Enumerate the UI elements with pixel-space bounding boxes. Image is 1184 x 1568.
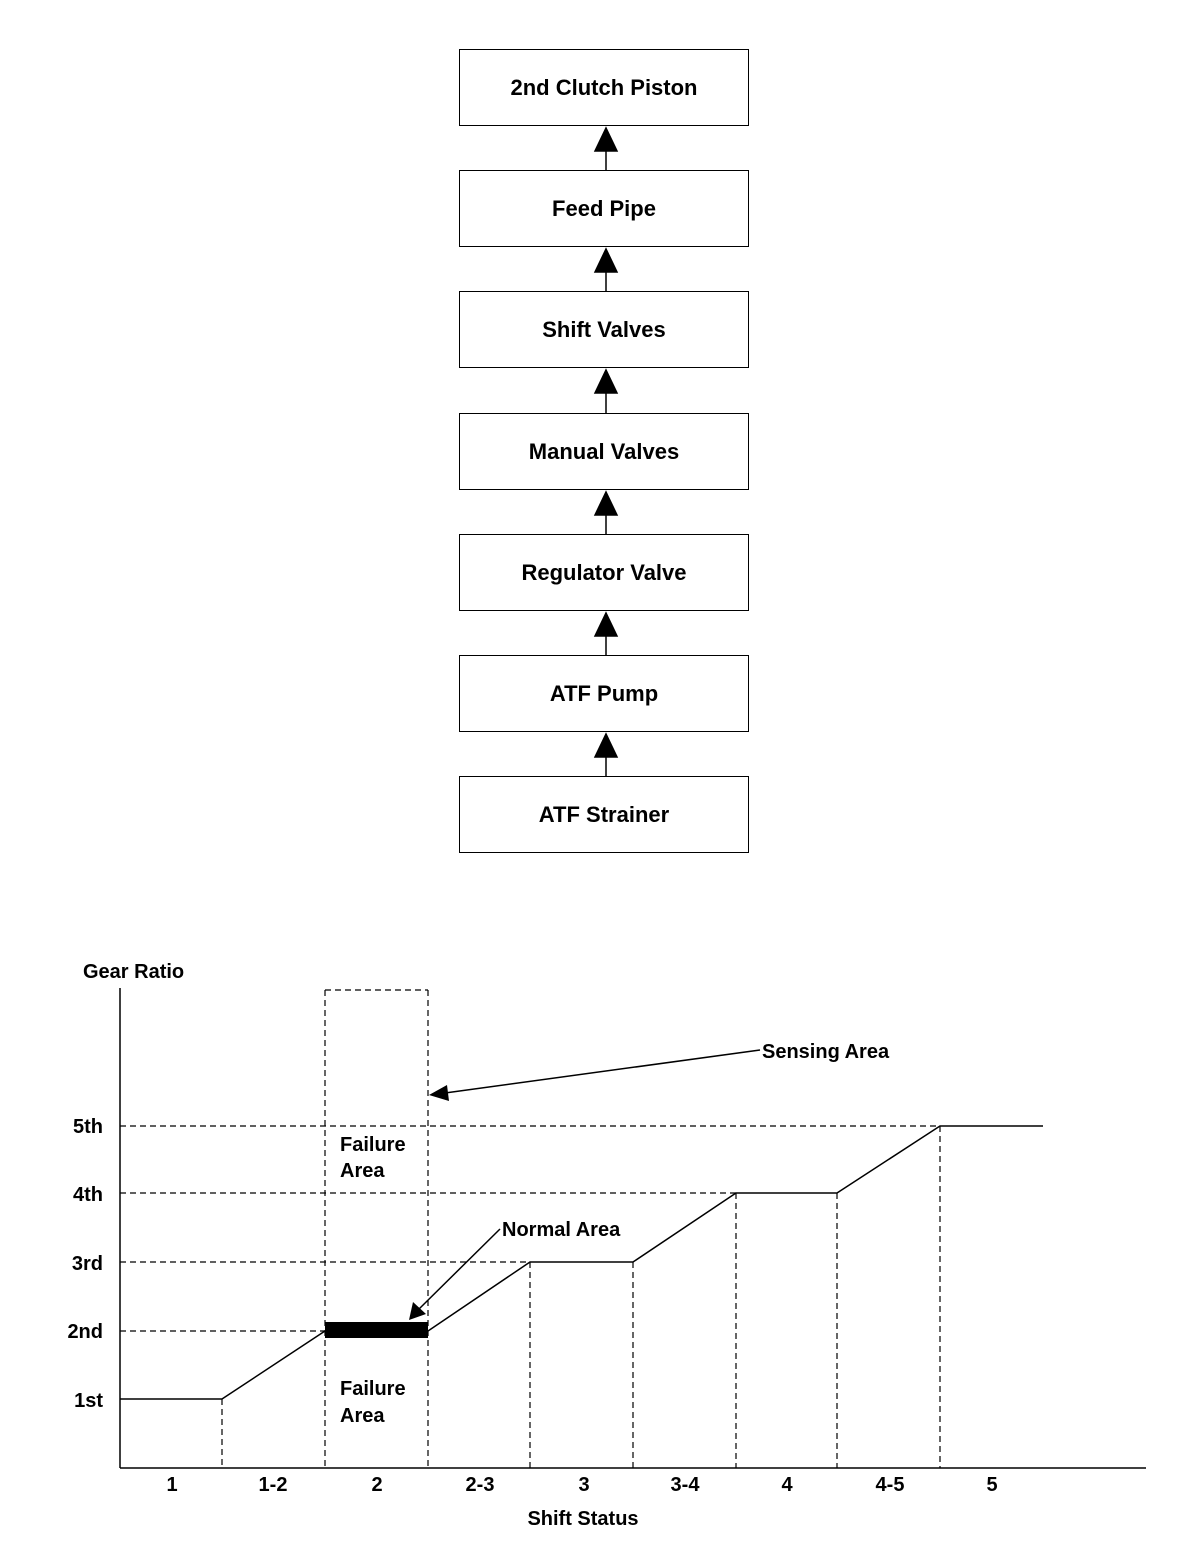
sensing-area-label: Sensing Area: [762, 1041, 890, 1063]
y-tick-label: 1st: [74, 1390, 103, 1412]
box-label: Manual Valves: [528, 438, 680, 464]
x-tick-label: 3: [578, 1474, 590, 1496]
y-tick-label: 5th: [73, 1116, 103, 1138]
normal-area-arrow: [409, 1229, 500, 1320]
failure-area-bottom-line1: Failure: [340, 1378, 406, 1400]
box-label: ATF Pump: [549, 680, 659, 706]
x-tick-label: 2: [371, 1474, 383, 1496]
x-axis-label: Shift Status: [527, 1508, 639, 1530]
x-tick-label: 1-2: [258, 1474, 288, 1496]
failure-area-top-line1: Failure: [340, 1134, 406, 1156]
normal-area-bar: [325, 1322, 428, 1338]
x-tick-label: 4: [781, 1474, 793, 1496]
box-label: Feed Pipe: [552, 195, 656, 221]
box-label: Shift Valves: [542, 316, 666, 342]
box-label: 2nd Clutch Piston: [510, 74, 698, 100]
x-tick-label: 5: [986, 1474, 998, 1496]
x-tick-label: 2-3: [465, 1474, 495, 1496]
y-tick-label: 4th: [73, 1184, 103, 1206]
y-axis-label: Gear Ratio: [83, 961, 185, 983]
normal-area-label: Normal Area: [502, 1219, 621, 1241]
box-label: ATF Strainer: [538, 801, 670, 827]
failure-area-top-line2: Area: [340, 1160, 385, 1182]
box-label: Regulator Valve: [521, 559, 687, 585]
x-tick-label: 3-4: [670, 1474, 700, 1496]
y-tick-label: 3rd: [71, 1253, 103, 1275]
failure-area-bottom-line2: Area: [340, 1405, 385, 1427]
sensing-area-arrow: [429, 1050, 760, 1101]
y-tick-label: 2nd: [67, 1321, 103, 1343]
gear-ratio-line: [120, 1126, 1043, 1399]
x-tick-label: 1: [166, 1474, 178, 1496]
x-tick-label: 4-5: [875, 1474, 905, 1496]
